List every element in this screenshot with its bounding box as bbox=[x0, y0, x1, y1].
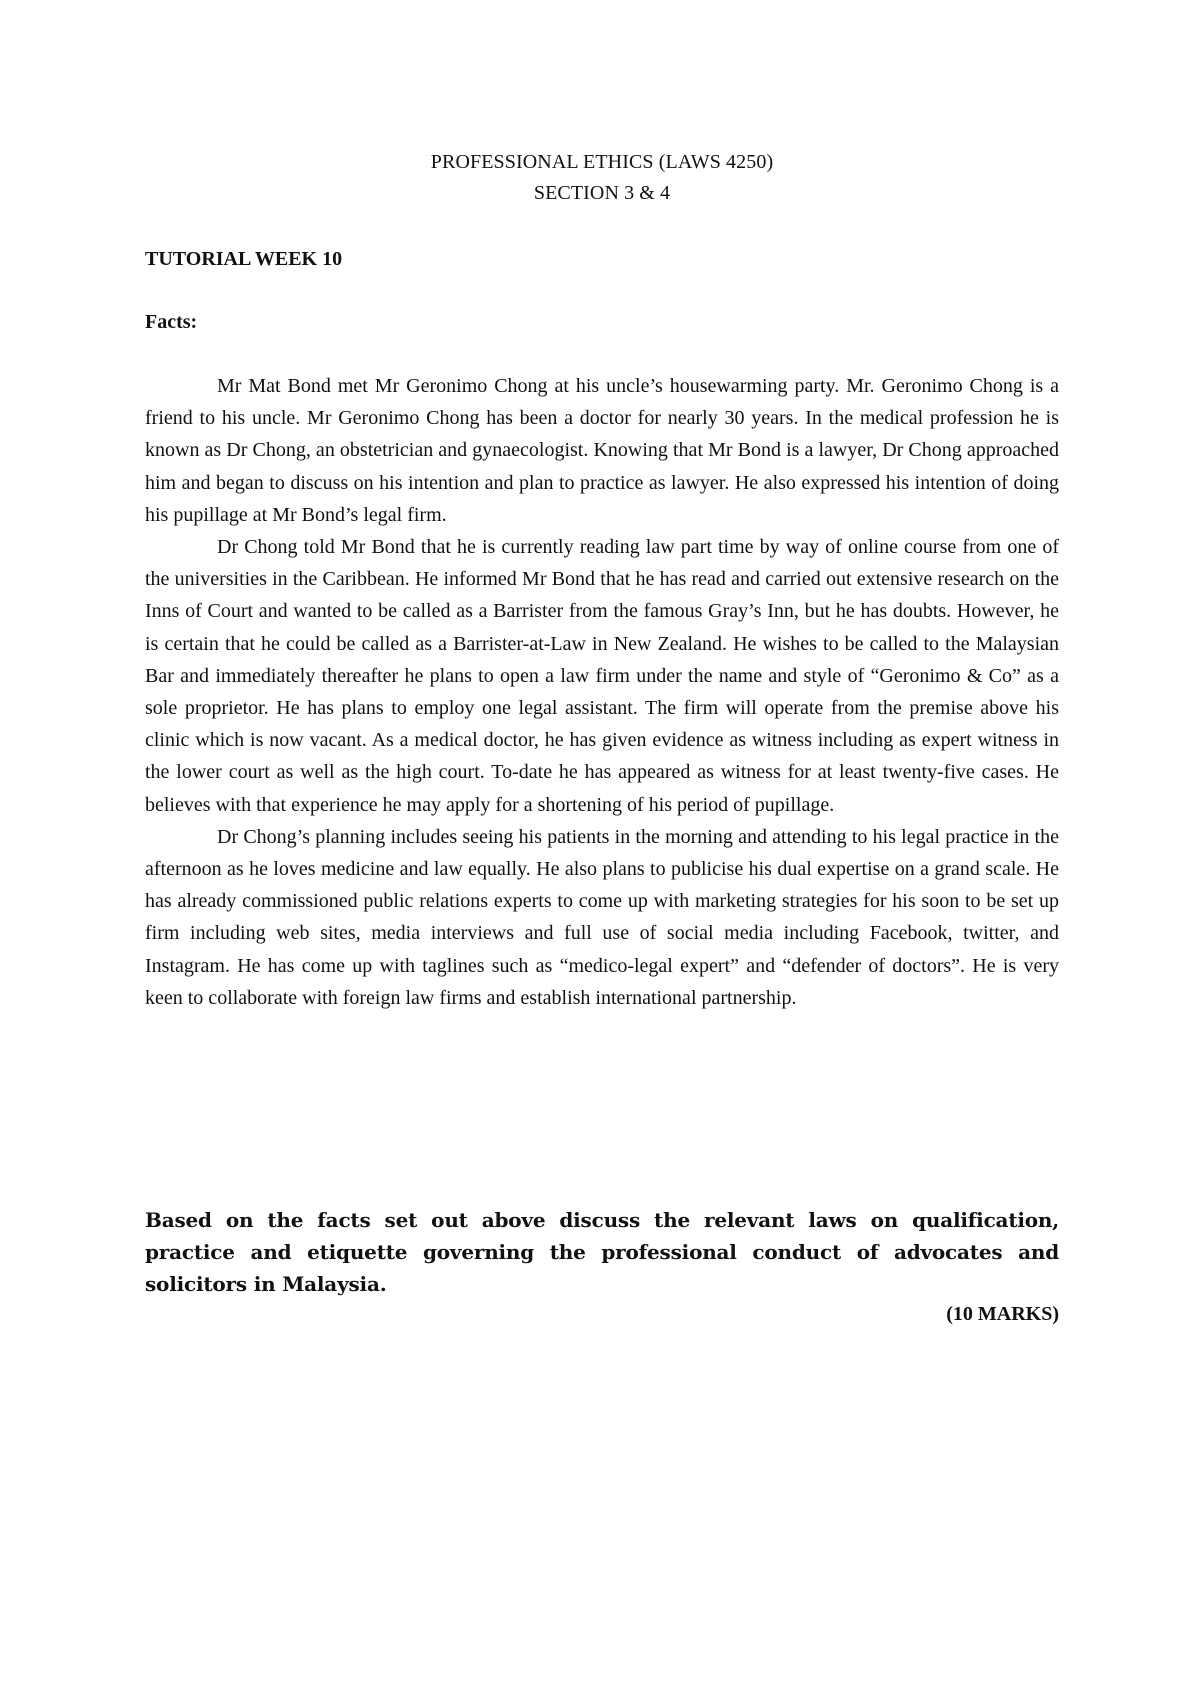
facts-body bbox=[145, 370, 1059, 1014]
question-text: Based on the facts set out above discuss the relevant laws on qualification, practice and etiquette governing the professional conduct of advocates and solicitors in Malaysia. bbox=[145, 1208, 1059, 1297]
course-title: PROFESSIONAL ETHICS (LAWS 4250) bbox=[430, 151, 774, 173]
section-heading: SECTION 3 & 4 bbox=[533, 182, 671, 204]
marks-label: (10 MARKS) bbox=[946, 1303, 1059, 1325]
facts-paragraph: Mr Mat Bond met Mr Geronimo Chong at his uncle’s housewarming party. Mr. Geronimo Chong is a friend to his uncle. Mr Geronimo Chong has been a doctor for nearly 30 years. In the medical profession he is known as Dr Chong, an obstetrician and gynaecologist. Knowing that Mr Bond is a lawyer, Dr Chong approached him and began to discuss on his intention and plan to practice as lawyer. He also expressed his intention of doing his pupillage at Mr Bond’s legal firm. bbox=[145, 375, 1059, 526]
facts-label: Facts: bbox=[145, 311, 198, 333]
tutorial-week-label: TUTORIAL WEEK 10 bbox=[145, 248, 343, 270]
facts-paragraph: Dr Chong’s planning includes seeing his patients in the morning and attending to his legal practice in the afternoon as he loves medicine and law equally. He also plans to publicise his dual expertise on a grand scale. He has already commissioned public relations experts to come up with marketing strategies for his soon to be set up firm including web sites, media interviews and full use of social media including Facebook, twitter, and Instagram. He has come up with taglines such as “medico-legal expert” and “defender of doctors”. He is very keen to collaborate with foreign law firms and establish international partnership. bbox=[145, 825, 1059, 1009]
facts-paragraph: Dr Chong told Mr Bond that he is currently reading law part time by way of online course from one of the universities in the Caribbean. He informed Mr Bond that he has read and carried out extensive research on the Inns of Court and wanted to be called as a Barrister from the famous Gray’s Inn, but he has doubts. However, he is certain that he could be called as a Barrister-at-Law in New Zealand. He wishes to be called to the Malaysian Bar and immediately thereafter he plans to open a law firm under the name and style of “Geronimo & Co” as a sole proprietor. He has plans to employ one legal assistant. The firm will operate from the premise above his clinic which is now vacant. As a medical doctor, he has given evidence as witness including as expert witness in the lower court as well as the high court. To-date he has appeared as witness for at least twenty-five cases. He believes with that experience he may apply for a shortening of his period of pupillage. bbox=[145, 536, 1059, 816]
